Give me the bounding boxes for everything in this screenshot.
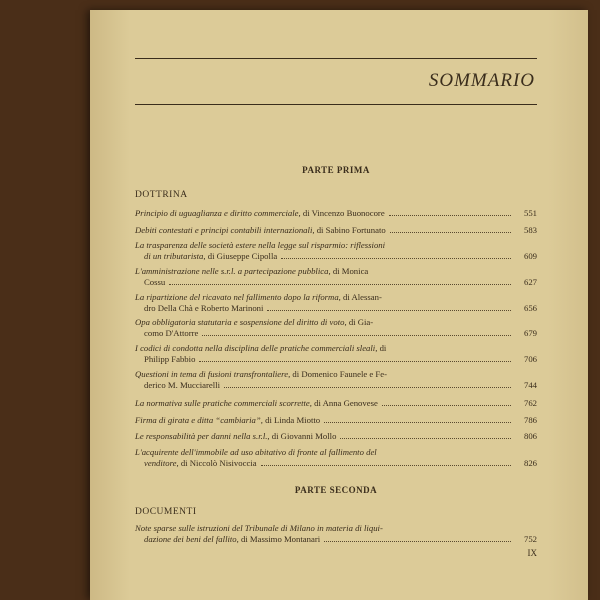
entry-author: , di Monica <box>328 266 369 276</box>
entry-title: Questioni in tema di fusioni transfrontaliere <box>135 369 289 379</box>
section-parte-prima: PARTE PRIMA <box>302 165 370 175</box>
leader-dots <box>169 277 511 285</box>
book-page <box>90 10 588 600</box>
section-parte-seconda: PARTE SECONDA <box>294 485 378 495</box>
page-folio: IX <box>527 548 537 558</box>
entry-author: , di Vincenzo Buonocore <box>298 208 385 218</box>
entry-page: 706 <box>523 354 537 364</box>
entry-page: 826 <box>523 458 537 468</box>
entry-author: , di Alessan- <box>338 292 382 302</box>
leader-dots <box>389 208 511 216</box>
entry-title: L'amministrazione nelle s.r.l. a partecipazione pubblica <box>135 266 329 276</box>
leader-dots <box>324 415 511 423</box>
toc-entry <box>135 431 537 442</box>
entry-title: L'acquirente dell'immobile ad uso abitativo di fronte al fallimento del <box>135 447 377 457</box>
leader-dots <box>202 328 511 336</box>
category-documenti: DOCUMENTI <box>135 507 197 517</box>
toc-entry <box>135 266 537 288</box>
entry-title: Debiti contestati e principi contabili internazionali <box>135 225 313 235</box>
entry-page: 627 <box>523 277 537 287</box>
toc-entry <box>135 369 537 391</box>
entry-author-cont: como D'Attorre <box>144 328 199 338</box>
leader-dots <box>261 458 511 466</box>
entry-title-cont: di un tributarista <box>144 251 204 261</box>
entry-author: , di Linda Miotto <box>260 415 321 425</box>
leader-dots <box>382 398 511 406</box>
toc-entry <box>135 523 537 545</box>
entry-author: , di Giuseppe Cipolla <box>203 251 278 261</box>
entry-title: La ripartizione del ricavato nel fallimento dopo la riforma <box>135 292 339 302</box>
entry-author: , di Gia- <box>344 317 374 327</box>
toc-entry <box>135 398 537 409</box>
leader-dots <box>267 303 511 311</box>
entry-author-cont: derico M. Mucciarelli <box>144 380 220 390</box>
entry-author: , di Giovanni Mollo <box>267 431 337 441</box>
leader-dots <box>390 225 511 233</box>
entry-title: La trasparenza delle società estere nella legge sul risparmio: riflessioni <box>135 240 386 250</box>
leader-dots <box>340 431 511 439</box>
entry-page: 744 <box>523 380 537 390</box>
page-content <box>135 10 537 600</box>
toc-entry <box>135 292 537 314</box>
entry-title-cont: venditore <box>144 458 177 468</box>
toc-entry <box>135 415 537 426</box>
entry-title: Firma di girata e ditta “cambiaria” <box>135 415 261 425</box>
top-rule <box>135 58 537 59</box>
toc-entry <box>135 447 537 469</box>
page-title: SOMMARIO <box>428 70 535 91</box>
entry-page: 656 <box>523 303 537 313</box>
entry-title: Principio di uguaglianza e diritto commerciale <box>135 208 299 218</box>
leader-dots <box>281 251 511 259</box>
entry-author-cont: dro Della Chà e Roberto Marinoni <box>144 303 264 313</box>
toc-entry <box>135 208 537 219</box>
entry-author: , di Niccolò Nisivoccia <box>176 458 257 468</box>
leader-dots <box>324 534 511 542</box>
entry-author: , di Massimo Montanari <box>236 534 321 544</box>
entry-author-cont: Philipp Fabbio <box>144 354 196 364</box>
entry-page: 806 <box>523 431 537 441</box>
entry-title: Opa obbligatoria statutaria e sospensione del diritto di voto <box>135 317 345 327</box>
entry-author: , di <box>375 343 387 353</box>
entry-page: 679 <box>523 328 537 338</box>
entry-page: 583 <box>523 225 537 235</box>
entry-page: 786 <box>523 415 537 425</box>
entry-title-cont: dazione dei beni del fallito <box>144 534 237 544</box>
toc-entry <box>135 225 537 236</box>
entry-title: Le responsabilità per danni nella s.r.l. <box>135 431 268 441</box>
toc-entry <box>135 317 537 339</box>
leader-dots <box>224 380 511 388</box>
bottom-rule <box>135 104 537 105</box>
entry-page: 609 <box>523 251 537 261</box>
entry-page: 551 <box>523 208 537 218</box>
category-dottrina: DOTTRINA <box>135 190 188 200</box>
entry-page: 752 <box>523 534 537 544</box>
entry-author: , di Domenico Faunele e Fe- <box>288 369 387 379</box>
entry-author: , di Anna Genovese <box>309 398 378 408</box>
entry-author: , di Sabino Fortunato <box>312 225 386 235</box>
entry-title: La normativa sulle pratiche commerciali scorrette <box>135 398 310 408</box>
leader-dots <box>199 354 511 362</box>
entry-author-cont: Cossu <box>144 277 166 287</box>
entry-title: I codici di condotta nella disciplina delle pratiche commerciali sleali <box>135 343 376 353</box>
toc-entry <box>135 240 537 262</box>
entry-page: 762 <box>523 398 537 408</box>
entry-title: Note sparse sulle istruzioni del Tribunale di Milano in materia di liqui- <box>135 523 383 533</box>
toc-entry <box>135 343 537 365</box>
